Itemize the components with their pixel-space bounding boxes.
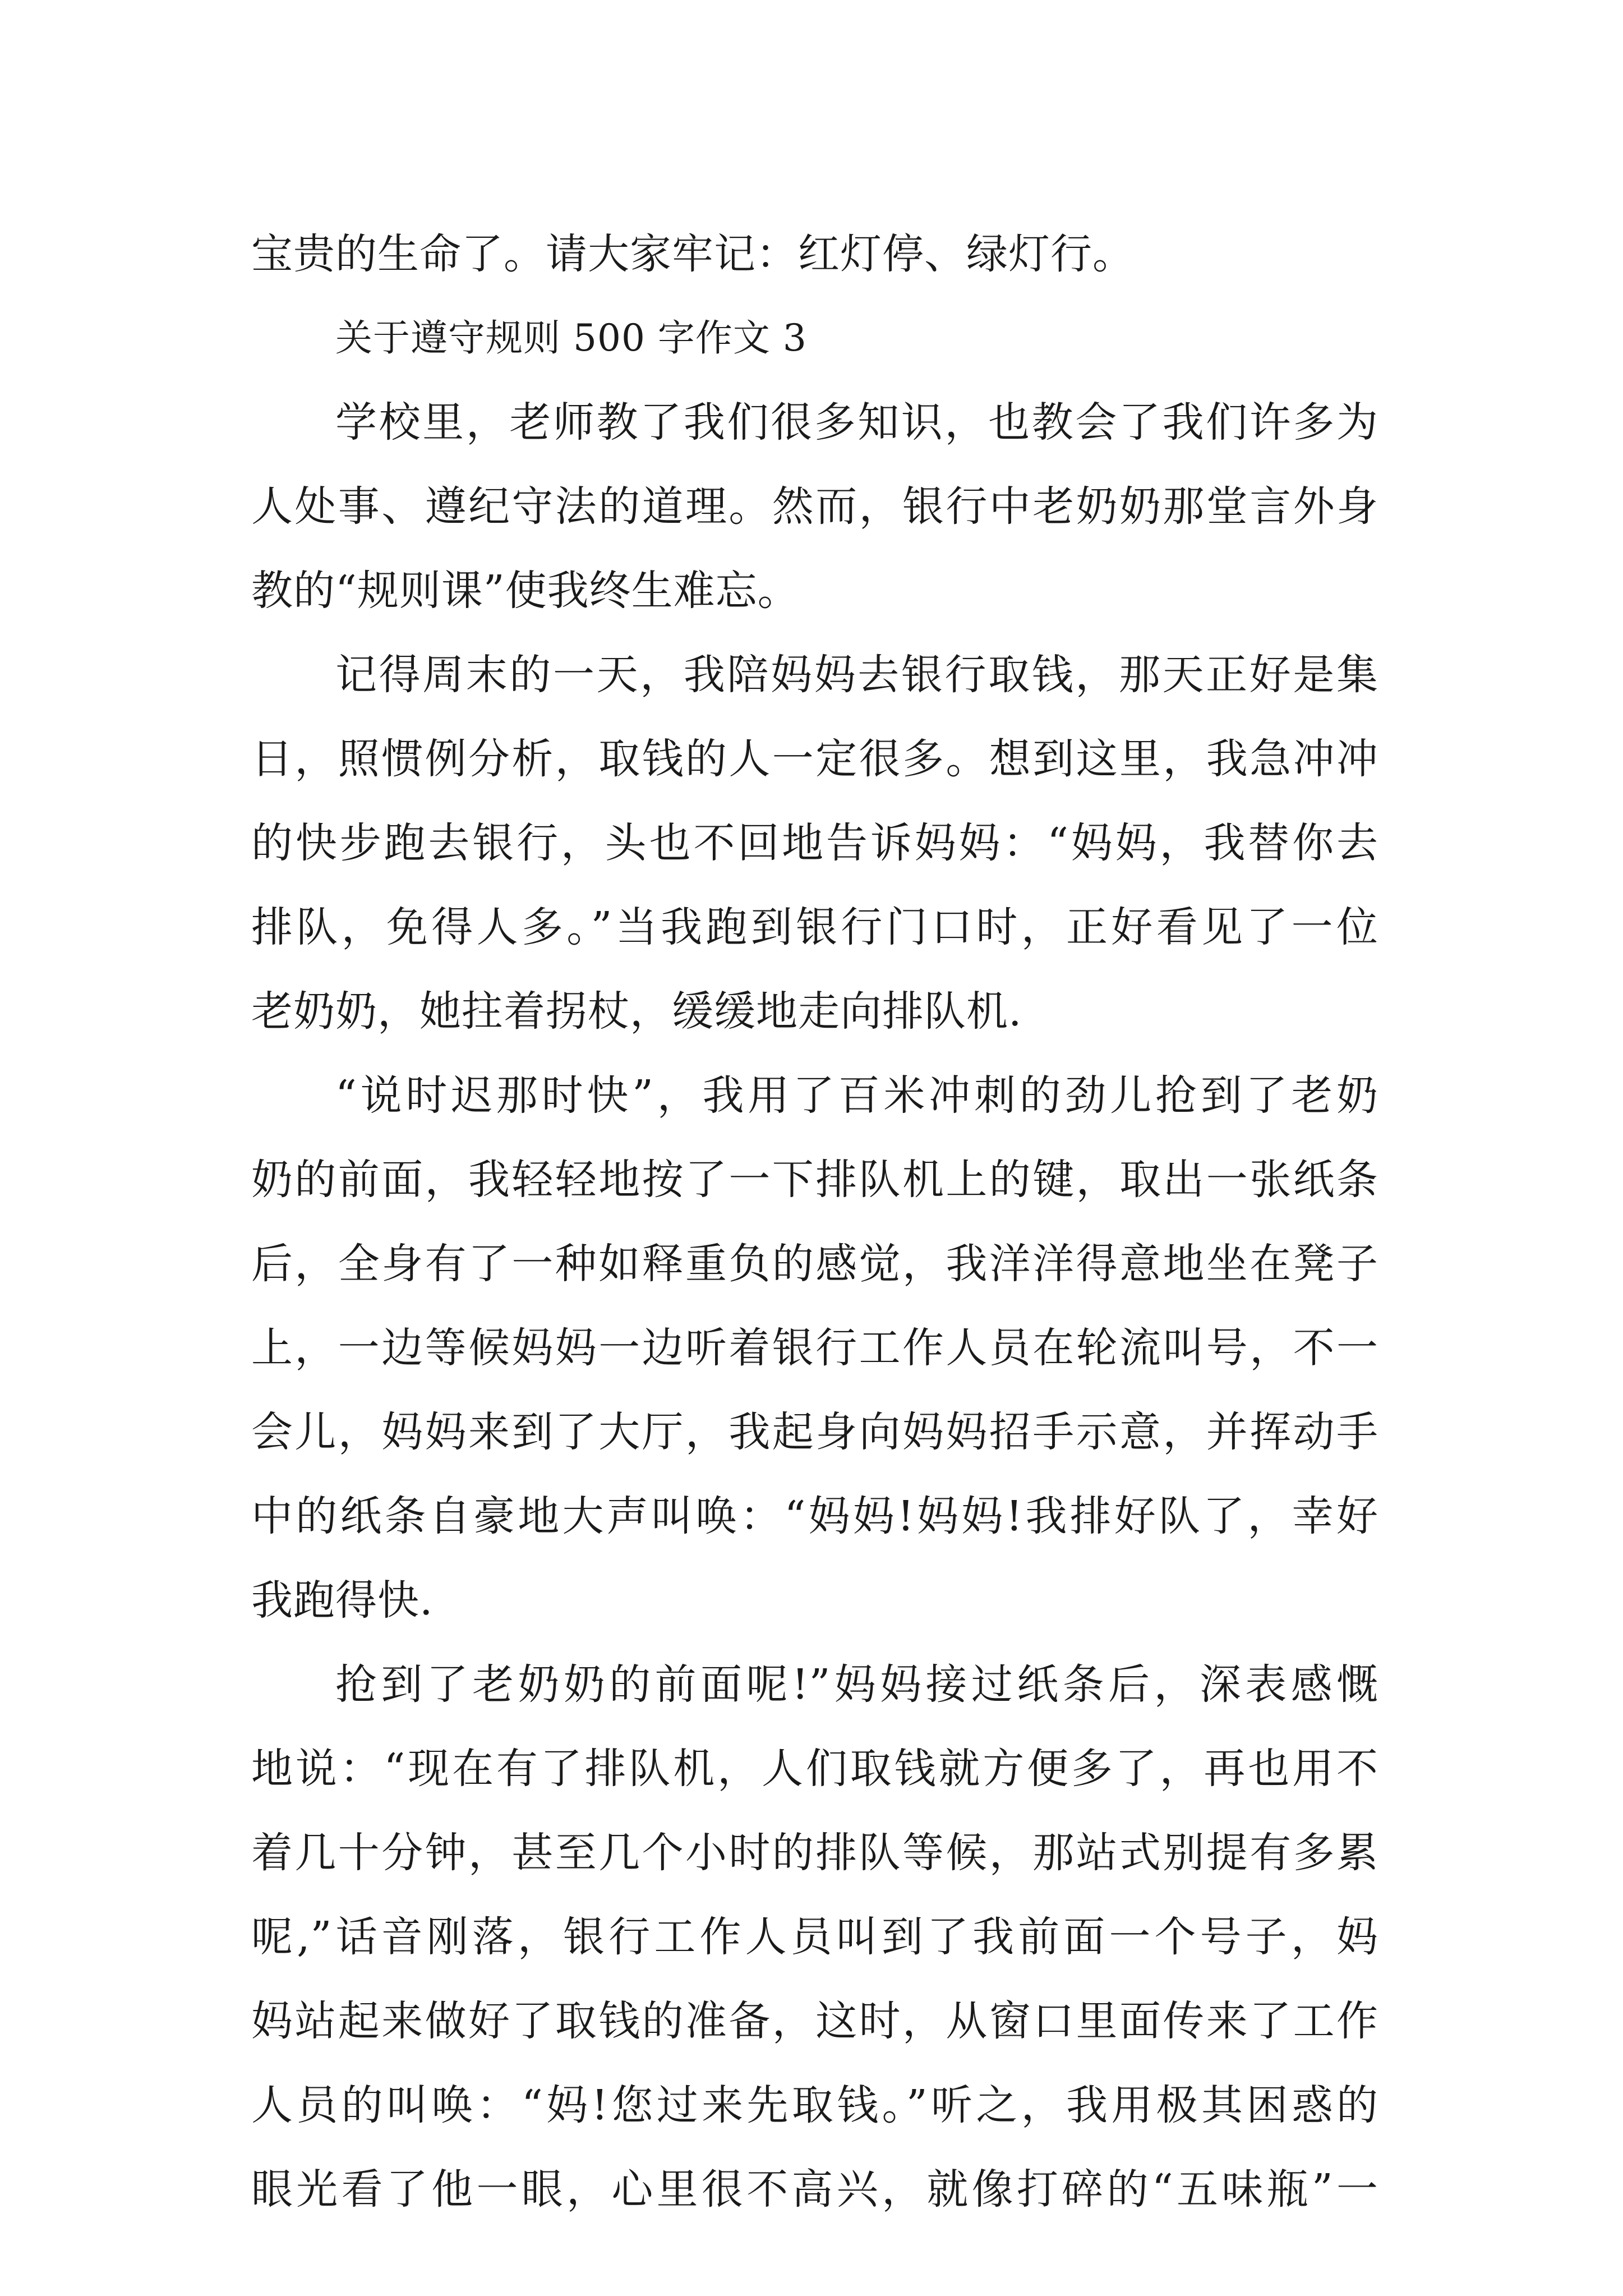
text-line: 着几十分钟，甚至几个小时的排队等候，那站式别提有多累 bbox=[251, 1829, 1378, 1877]
text-line: 人处事、遵纪守法的道理。然而，银行中老奶奶那堂言外身 bbox=[251, 482, 1378, 531]
text-line: “说时迟那时快”，我用了百米冲刺的劲儿抢到了老奶 bbox=[335, 1071, 1378, 1120]
text-line: 排队，免得人多。”当我跑到银行门口时，正好看见了一位 bbox=[251, 903, 1378, 951]
text-line: 呢,”话音刚落，银行工作人员叫到了我前面一个号子，妈 bbox=[251, 1913, 1378, 1961]
document-body bbox=[251, 212, 1378, 2231]
section-title: 关于遵守规则 500 字作文 3 bbox=[335, 316, 807, 360]
text-line: 抢到了老奶奶的前面呢!”妈妈接过纸条后，深表感慨 bbox=[335, 1660, 1378, 1709]
text-line: 老奶奶，她拄着拐杖，缓缓地走向排队机. bbox=[251, 987, 1022, 1036]
text-line: 奶的前面，我轻轻地按了一下排队机上的键，取出一张纸条 bbox=[251, 1156, 1378, 1204]
text-line: 的快步跑去银行，头也不回地告诉妈妈：“妈妈，我替你去 bbox=[251, 819, 1378, 867]
text-line: 眼光看了他一眼，心里很不高兴，就像打碎的“五味瓶”一 bbox=[251, 2165, 1378, 2214]
text-line: 人员的叫唤：“妈!您过来先取钱。”听之，我用极其困惑的 bbox=[251, 2081, 1378, 2129]
text-line: 上，一边等候妈妈一边听着银行工作人员在轮流叫号，不一 bbox=[251, 1324, 1378, 1372]
text-line: 教的“规则课”使我终生难忘。 bbox=[251, 567, 800, 615]
text-line: 记得周末的一天，我陪妈妈去银行取钱，那天正好是集 bbox=[335, 651, 1378, 699]
text-line: 妈站起来做好了取钱的准备，这时，从窗口里面传来了工作 bbox=[251, 1997, 1378, 2045]
text-line: 后，全身有了一种如释重负的感觉，我洋洋得意地坐在凳子 bbox=[251, 1240, 1378, 1288]
text-line: 地说：“现在有了排队机，人们取钱就方便多了，再也用不 bbox=[251, 1745, 1378, 1793]
text-line: 会儿，妈妈来到了大厅，我起身向妈妈招手示意，并挥动手 bbox=[251, 1408, 1378, 1456]
text-line: 我跑得快. bbox=[251, 1576, 434, 1625]
text-line: 中的纸条自豪地大声叫唤：“妈妈!妈妈!我排好队了，幸好 bbox=[251, 1492, 1378, 1540]
text-line: 宝贵的生命了。请大家牢记：红灯停、绿灯行。 bbox=[251, 230, 1135, 278]
text-line: 日，照惯例分析，取钱的人一定很多。想到这里，我急冲冲 bbox=[251, 735, 1378, 783]
text-line: 学校里，老师教了我们很多知识，也教会了我们许多为 bbox=[335, 398, 1378, 447]
